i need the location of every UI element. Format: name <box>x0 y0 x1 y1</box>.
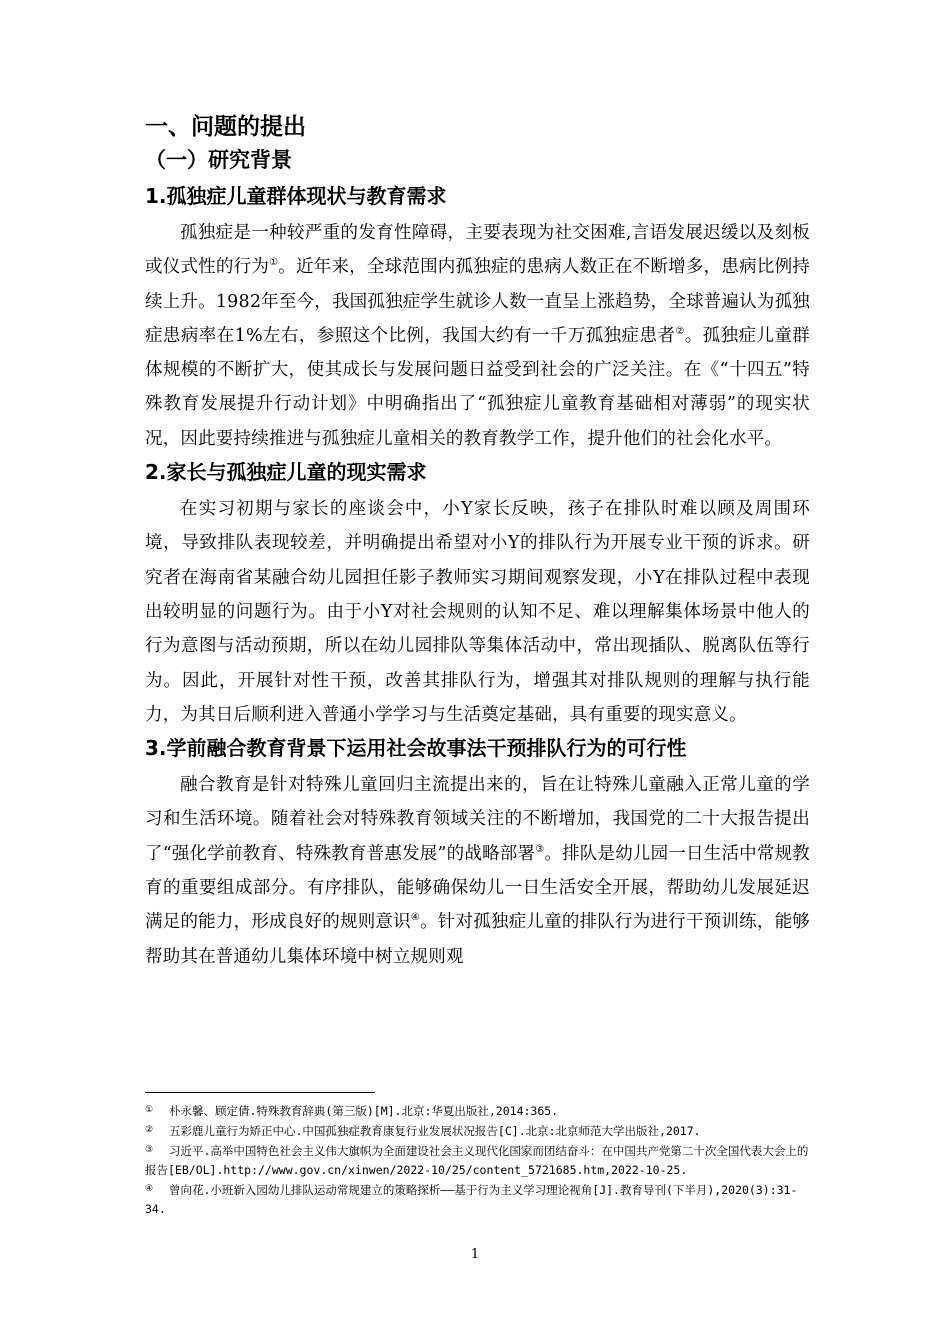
footnote-mark: ③ <box>145 1145 154 1155</box>
footnote-ref-3[interactable]: ③ <box>535 843 545 855</box>
footnote-ref-4[interactable]: ④ <box>410 912 421 924</box>
footnote-mark: ① <box>145 1105 154 1115</box>
main-content <box>145 112 810 974</box>
footnote-2: ② 五彩鹿儿童行为矫正中心.中国孤独症教育康复行业发展状况报告[C].北京:北京师范大学出版社,2017. <box>145 1121 810 1141</box>
footnote-1: ① 朴永馨、顾定倩.特殊教育辞典(第三版)[M].北京:华夏出版社,2014:365. <box>145 1101 810 1121</box>
footnote-ref-1[interactable]: ① <box>269 257 279 269</box>
footnote-ref-2[interactable]: ② <box>675 326 685 338</box>
section-heading: （一）研究背景 <box>145 148 292 172</box>
subsection-heading-2: 2.家长与孤独症儿童的现实需求 <box>145 460 427 485</box>
footnote-mark: ② <box>145 1125 154 1135</box>
paragraph-2: 在实习初期与家长的座谈会中，小Y家长反映，孩子在排队时难以顾及周围环境，导致排队表现较差，并明确提出希望对小Y的排队行为开展专业干预的诉求。研究者在海南省某融合幼儿园担任影子教师实习期间观察发现，小Y在排队过程中表现出较明显的问题行为。由于小Y对社会规则的认知不足、难以理解集体场景中他人的行为意图与活动预期，所以在幼儿园排队等集体活动中，常出现插队、脱离队伍等行为。因此，开展针对性干预，改善其排队行为，增强其对排队规则的理解与执行能力，为其日后顺利进入普通小学学习与生活奠定基础，具有重要的现实意义。 <box>145 499 810 725</box>
subsection-heading-1: 1.孤独症儿童群体现状与教育需求 <box>145 184 447 208</box>
footnote-4: ④ 曾向花.小班新入园幼儿排队运动常规建立的策略探析——基于行为主义学习理论视角[J].教育导刊(下半月),2020(3):31-34. <box>145 1180 810 1219</box>
page-number: 1 <box>470 1247 480 1262</box>
subsection-heading-3: 3.学前融合教育背景下运用社会故事法干预排队行为的可行性 <box>145 736 687 761</box>
paragraph-3: 融合教育是针对特殊儿童回归主流提出来的，旨在让特殊儿童融入正常儿童的学习和生活环境。随着社会对特殊教育领域关注的不断增加，我国党的二十大报告提出了“强化学前教育、特殊教育普惠发展”的战略部署③。排队是幼儿园一日生活中常规教育的重要组成部分。有序排队，能够确保幼儿一日生活安全开展，帮助幼儿发展延迟满足的能力，形成良好的规则意识④。针对孤独症儿童的排队行为进行干预训练，能够帮助其在普通幼儿集体环境中树立规则观 <box>145 775 811 967</box>
footnote-mark: ④ <box>145 1184 154 1194</box>
footnotes <box>145 1101 810 1219</box>
paragraph-1: 孤独症是一种较严重的发育性障碍，主要表现为社交困难,言语发展迟缓以及刻板或仪式性的行为①。近年来，全球范围内孤独症的患病人数正在不断增多，患病比例持续上升。1982年至今，我国孤独症学生就诊人数一直呈上涨趋势，全球普遍认为孤独症患病率在1%左右，参照这个比例，我国大约有一千万孤独症患者②。孤独症儿童群体规模的不断扩大，使其成长与发展问题日益受到社会的广泛关注。在《“十四五”特殊教育发展提升行动计划》中明确指出了“孤独症儿童教育基础相对薄弱”的现实状况，因此要持续推进与孤独症儿童相关的教育教学工作，提升他们的社会化水平。 <box>145 223 811 449</box>
footnote-separator <box>145 1092 375 1093</box>
footnote-3: ③ 习近平.高举中国特色社会主义伟大旗帜为全面建设社会主义现代化国家而团结奋斗：在中国共产党第二十次全国代表大会上的报告[EB/OL].http://www.gov.cn/xinwen/2022-10/25/content_5721685.htm,2022-10-25. <box>145 1141 810 1180</box>
chapter-heading: 一、问题的提出 <box>145 114 306 140</box>
